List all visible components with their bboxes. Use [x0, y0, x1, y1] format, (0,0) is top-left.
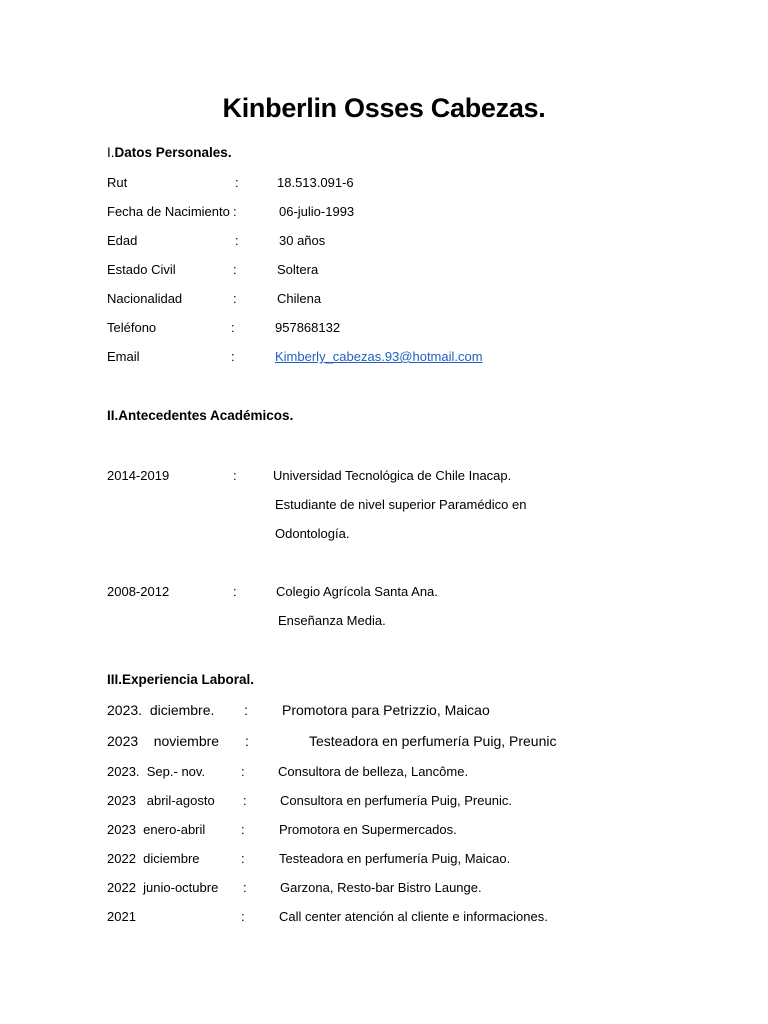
- separator: :: [233, 584, 237, 599]
- academic-period: 2008-2012: [107, 584, 170, 599]
- field-value: Chilena: [277, 291, 322, 306]
- field-label: Fecha de Nacimiento: [107, 204, 230, 219]
- experience-period: 2023. diciembre.: [107, 702, 215, 718]
- separator: :: [233, 262, 237, 277]
- field-label: Estado Civil: [107, 262, 176, 277]
- experience-detail: Consultora en perfumería Puig, Preunic.: [280, 793, 512, 808]
- field-label: Email: [107, 349, 140, 364]
- experience-period: 2023. Sep.- nov.: [107, 764, 206, 779]
- separator: :: [231, 349, 235, 364]
- section-heading-personal: [107, 145, 232, 160]
- field-label: Rut: [107, 175, 128, 190]
- section-heading-academic: II.Antecedentes Académicos.: [107, 408, 294, 423]
- separator: :: [243, 880, 247, 895]
- separator: :: [235, 175, 239, 190]
- field-value: 957868132: [275, 320, 341, 335]
- experience-period: 2023 abril-agosto: [107, 793, 215, 808]
- experience-period: 2021: [107, 909, 136, 924]
- academic-line: Colegio Agrícola Santa Ana.: [276, 584, 438, 599]
- experience-detail: Call center atención al cliente e informaciones.: [279, 909, 548, 924]
- field-label: Edad: [107, 233, 138, 248]
- separator: :: [241, 822, 245, 837]
- experience-detail: Testeadora en perfumería Puig, Preunic: [309, 733, 557, 749]
- separator: :: [241, 851, 245, 866]
- experience-detail: Consultora de belleza, Lancôme.: [278, 764, 469, 779]
- field-label: Teléfono: [107, 320, 157, 335]
- email-link[interactable]: Kimberly_cabezas.93@hotmail.com: [275, 349, 483, 364]
- separator: :: [245, 733, 249, 749]
- section-title: Datos Personales.: [114, 145, 232, 160]
- separator: :: [235, 233, 239, 248]
- separator: :: [231, 320, 235, 335]
- section-heading-experience: III.Experiencia Laboral.: [107, 672, 255, 687]
- academic-line: Enseñanza Media.: [278, 613, 386, 628]
- experience-period: 2022 diciembre: [107, 851, 200, 866]
- separator: :: [233, 204, 237, 219]
- field-value: 18.513.091-6: [277, 175, 354, 190]
- field-value: 30 años: [279, 233, 326, 248]
- separator: :: [241, 764, 245, 779]
- experience-detail: Promotora en Supermercados.: [279, 822, 457, 837]
- academic-line: Universidad Tecnológica de Chile Inacap.: [273, 468, 512, 483]
- separator: :: [233, 291, 237, 306]
- page-title: Kinberlin Osses Cabezas.: [222, 93, 546, 123]
- field-value: 06-julio-1993: [279, 204, 355, 219]
- experience-period: 2023 noviembre: [107, 733, 220, 749]
- experience-detail: Promotora para Petrizzio, Maicao: [282, 702, 490, 718]
- field-label: Nacionalidad: [107, 291, 183, 306]
- separator: :: [241, 909, 245, 924]
- separator: :: [233, 468, 237, 483]
- experience-detail: Garzona, Resto-bar Bistro Launge.: [280, 880, 482, 895]
- experience-period: 2022 junio-octubre: [107, 880, 219, 895]
- field-value: Soltera: [277, 262, 319, 277]
- experience-detail: Testeadora en perfumería Puig, Maicao.: [279, 851, 511, 866]
- academic-line: Estudiante de nivel superior Paramédico en: [275, 497, 527, 512]
- section-number: I.: [107, 145, 115, 160]
- experience-period: 2023 enero-abril: [107, 822, 206, 837]
- separator: :: [243, 793, 247, 808]
- separator: :: [244, 702, 248, 718]
- academic-line: Odontología.: [275, 526, 350, 541]
- academic-period: 2014-2019: [107, 468, 170, 483]
